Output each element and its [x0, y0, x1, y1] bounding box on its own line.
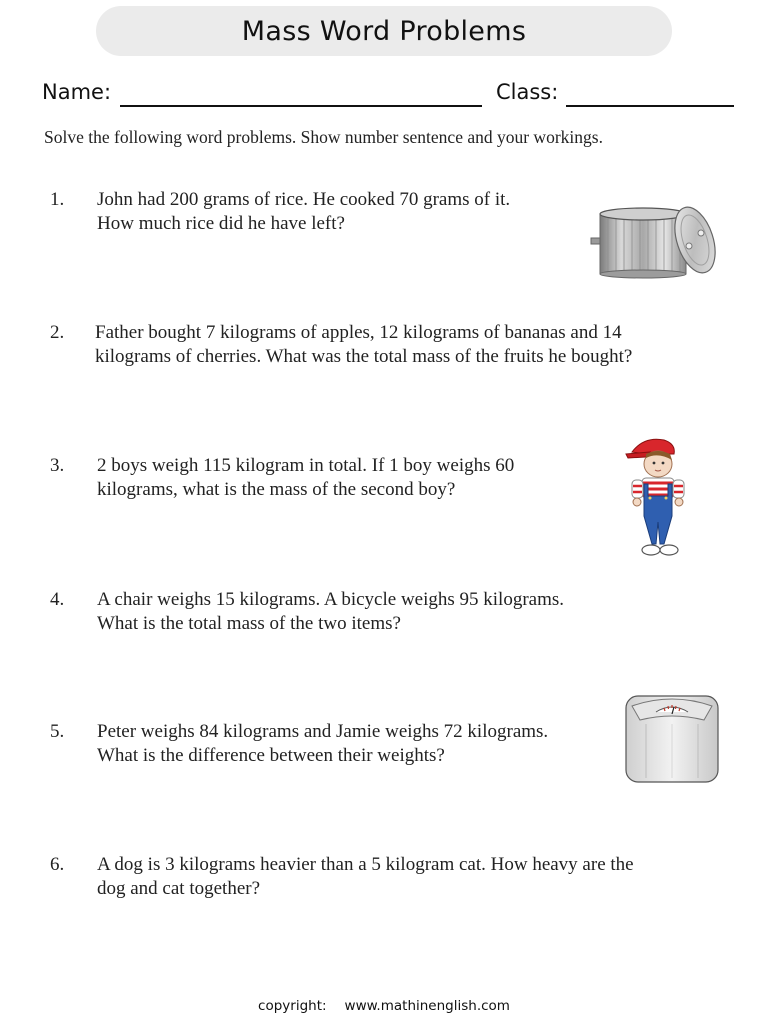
title-banner: [96, 6, 672, 56]
copyright-site-link[interactable]: www.mathinenglish.com: [344, 998, 510, 1014]
problem-line: A chair weighs 15 kilograms. A bicycle weighs 95 kilograms.: [97, 589, 565, 610]
instructions: Solve the following word problems. Show number sentence and your workings.: [44, 127, 603, 147]
copyright-label: copyright:: [258, 998, 327, 1014]
problem-number: 2.: [50, 322, 65, 343]
problem-line: kilograms, what is the mass of the second boy?: [97, 479, 456, 500]
problem-line: A dog is 3 kilograms heavier than a 5 kilogram cat. How heavy are the: [97, 854, 634, 875]
problem-line: Father bought 7 kilograms of apples, 12 kilograms of bananas and 14: [95, 322, 622, 343]
problem-text: [97, 454, 514, 502]
problem-line: How much rice did he have left?: [97, 213, 345, 234]
copyright-footer: [0, 998, 768, 1014]
class-label: Class:: [496, 80, 559, 104]
problem-number: 4.: [50, 589, 65, 610]
problem-line: What is the difference between their weights?: [97, 745, 445, 766]
page-title: Mass Word Problems: [241, 15, 527, 47]
problem-number: 5.: [50, 721, 65, 742]
problem-line: dog and cat together?: [97, 878, 261, 899]
name-class-row: [42, 80, 734, 110]
bathroom-scale-icon: [624, 694, 720, 784]
problem-line: What is the total mass of the two items?: [97, 613, 401, 634]
problem-text: [97, 188, 510, 236]
problem-text: [97, 720, 548, 768]
problem-number: 6.: [50, 854, 65, 875]
problem-number: 3.: [50, 455, 65, 476]
name-answer-line[interactable]: [120, 105, 482, 107]
problem-line: Peter weighs 84 kilograms and Jamie weighs 72 kilograms.: [97, 721, 549, 742]
boy-icon: [624, 436, 690, 560]
problem-text: [97, 853, 634, 901]
problem-text: [95, 321, 632, 369]
problem-line: 2 boys weigh 115 kilogram in total. If 1 boy weighs 60: [97, 455, 515, 476]
class-answer-line[interactable]: [566, 105, 734, 107]
problem-line: kilograms of cherries. What was the total mass of the fruits he bought?: [95, 346, 633, 367]
problem-line: John had 200 grams of rice. He cooked 70 grams of it.: [97, 189, 511, 210]
name-label: Name:: [42, 80, 112, 104]
cooking-pot-icon: [588, 200, 722, 280]
problem-text: [97, 588, 564, 636]
problem-number: 1.: [50, 189, 65, 210]
